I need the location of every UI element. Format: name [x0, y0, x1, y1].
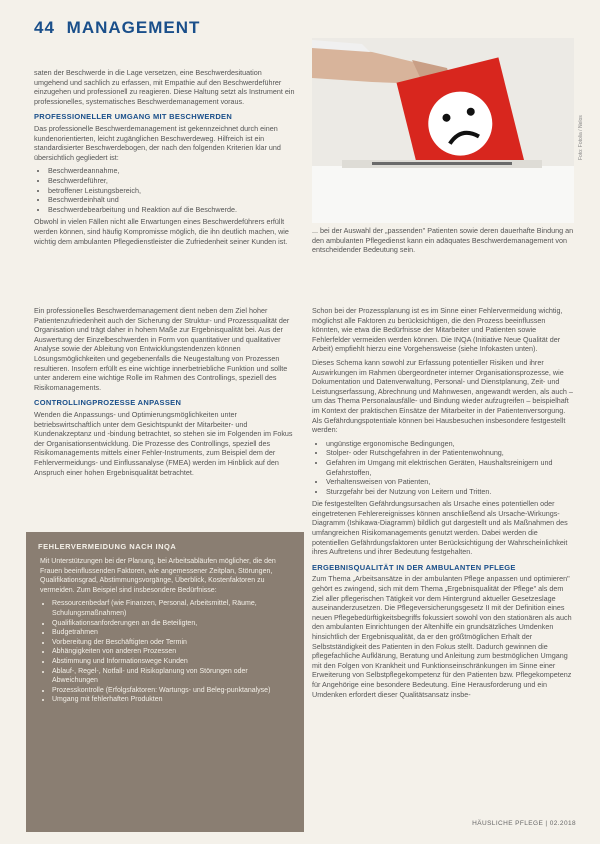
info-box-list: [26, 599, 304, 705]
paragraph: Obwohl in vielen Fällen nicht alle Erwartungen eines Beschwerdeführers erfüllt werden können, sind häufig Kompromisse möglich, die ihn deutlich machen, wie wichtig dem ambulanten Pflegedienstleister die Zufriedenheit seiner Kunden ist.: [34, 217, 289, 246]
ballot-box-photo: [312, 38, 574, 223]
paragraph: Schon bei der Prozessplanung ist es im Sinne einer Fehlervermeidung wichtig, möglichst alle Faktoren zu berücksichtigen, die den Prozess beeinflussen könnten, wie etwa die Bedürfnisse der Mitarbeiter und Patienten sowie Fehlerfelder vermeiden werden können. Die INQA (Initiative Neue Qualität der Arbeit) empfiehlt hierzu eine Vorgehensweise (siehe Infokasten unten).: [312, 306, 563, 354]
page-footer: HÄUSLICHE PFLEGE | 02.2018: [472, 820, 576, 827]
list-item: • Ressourcenbedarf (wie Finanzen, Personal, Arbeitsmittel, Räume, Schulungsmaßnahmen): [52, 599, 290, 618]
list-item: • Abhängigkeiten von anderen Prozessen: [52, 647, 290, 657]
list-item: • Sturzgefahr bei der Nutzung von Leitern und Tritten.: [326, 487, 574, 497]
list-item: • Beschwerdeführer,: [48, 176, 296, 186]
intro-paragraph: saten der Beschwerde in die Lage versetzen, eine Beschwerdesituation umgehend und sachlich zu erfassen, mit Empathie auf den Beschwerdeführer einzugehen und professionell zu reagieren. Diese Haltung setzt als Instrument ein professionelles, systematisches Beschwerdemanagement voraus.: [34, 68, 295, 106]
right-column: [312, 306, 574, 703]
list-item: • Qualifikationsanforderungen an die Beteiligten,: [52, 619, 290, 629]
list-item: • Verhaltensweisen von Patienten,: [326, 477, 574, 487]
list-item: • Beschwerdeannahme,: [48, 166, 296, 176]
list-item: • Abstimmung und Informationswege Kunden: [52, 657, 290, 667]
list-item: • ungünstige ergonomische Bedingungen,: [326, 439, 574, 449]
heading-controlling: CONTROLLINGPROZESSE ANPASSEN: [34, 398, 182, 408]
heading-outcome-quality: ERGEBNISQUALITÄT IN DER AMBULANTEN PFLEGE: [312, 562, 516, 572]
list-item: • Budgetrahmen: [52, 628, 290, 638]
paragraph: Ein professionelles Beschwerdemanagement dient neben dem Ziel hoher Patientenzufriedenheit auch der Sicherung der Struktur- und Prozessqualität der Organisation und trägt daher in hohem Maße zur Ergebnisqualität bei. Aus der Auswertung der Einzelbeschwerden in Form von quantitativer und qualitativer Analyse sowie der Ableitung von Entwicklungstendenzen können Lösungsmöglichkeiten und gegebenenfalls die Neugestaltung von Prozessen resultieren. Insofern erfüllt es eine wichtige innerbetriebliche Funktion und sollte unter anderem eine wichtige Rolle im Rahmen des Controllings, speziell des Risikomanagements.: [34, 306, 290, 392]
list-item: • Prozesskontrolle (Erfolgsfaktoren: Wartungs- und Beleg-punktanalyse): [52, 686, 290, 696]
list-item: • Vorbereitung der Beschäftigten oder Termin: [52, 638, 290, 648]
section-title: MANAGEMENT: [66, 18, 201, 37]
page-header: [34, 18, 200, 38]
paragraph: Die festgestellten Gefährdungsursachen als Ursache eines potentiellen oder eingetretenen Fehlerereignisses können anschließend als Ursache-Wirkungs-Diagramm (Ishikawa-Diagramm) bildlich gut dargestellt und als Maßnahmen des umfangreichen Risikomanagements genutzt werden. Dabei werden die potentiellen Gefährdungsfaktoren unter Berücksichtigung der Wahrscheinlichkeit ihres Auftretens und ihrer Bedeutung festgehalten.: [312, 499, 568, 557]
paragraph: Das professionelle Beschwerdemanagement ist gekennzeichnet durch einen kundenorientierten, leicht zugänglichen Beschwerdeweg. Hilfreich ist ein standardisierter Beschwerdebogen, der nach den folgenden Kriterien klar und übersichtlich gegliedert ist:: [34, 123, 281, 162]
list-item: • Ablauf-, Regel-, Notfall- und Risikoplanung von Störungen oder Abweichungen: [52, 667, 290, 686]
hazard-list: [312, 439, 574, 497]
ballot-box-illustration: [312, 38, 574, 223]
left-column-top: [34, 68, 296, 250]
list-item: • Beschwerdeinhalt und: [48, 195, 296, 205]
photo-caption: ... bei der Auswahl der „passenden" Patienten sowie deren dauerhafte Bindung an den ambulanten Pflegedienst kann ein adäquates Beschwerdemanagement von entscheidender Bedeutung sein.: [312, 226, 574, 255]
paragraph: Wenden die Anpassungs- und Optimierungsmöglichkeiten unter betriebswirtschaftlich unter dem Gesichtspunkt der Mitarbeiter- und Kundenakzeptanz und -bindung betrachtet, so stehen sie im Folgenden im Fokus der Organisationsentwicklung. Die Prozesse des Controllings, speziell des Risikomanagements mittels einer Fehler-Instruments, zum Beispiel dem der Fehlervermeidungs- und Einflussanalyse (FMEA) werden im Hinblick auf den Anspruch einer hohen Ergebnisqualität betrachtet.: [34, 409, 293, 477]
left-column-middle: [34, 306, 296, 481]
list-item: • Beschwerdebearbeitung und Reaktion auf die Beschwerde.: [48, 205, 296, 215]
list-item: • Stolper- oder Rutschgefahren in der Patientenwohnung,: [326, 448, 574, 458]
paragraph: Dieses Schema kann sowohl zur Erfassung potentieller Risiken und ihrer Auswirkungen im Rahmen übergeordneter interner Organisationsprozesse, wie Dokumentation und Datenverwaltung, Personal- und Dienstplanung, Zeit- und Leistungserfassung, Abrechnung und Mahnwesen, angewandt werden, als auch – um das Thema Personalausfälle- und Bindung wieder aufzugreifen – beispielhaft im Kontext der praktischen Einsätze der Mitarbeiter in der Patientenversorgung. Als Gefährdungspotentiale können bei Hausbesuchen insbesondere festgestellt werden:: [312, 357, 573, 435]
list-item: • Gefahren im Umgang mit elektrischen Geräten, Haushaltsreinigern und Gefahrstoffen,: [326, 458, 574, 477]
info-box-intro: Mit Unterstützungen bei der Planung, bei Arbeitsabläufen möglicher, die den Frauen beeinflussenden Faktoren, wie angemessener Zeitplan, Störungen, Qualifikationsgrad, Abstimmungsvorgänge, Überblick, Kostenfaktoren zu vermeiden. Zum Beispiel sind insbesondere Bedürfnisse:: [40, 558, 276, 594]
info-box-title: FEHLERVERMEIDUNG NACH INQA: [38, 542, 177, 551]
heading-professional-handling: PROFESSIONELLER UMGANG MIT BESCHWERDEN: [34, 112, 233, 122]
photo-credit: Foto: Fotolia / Nelos: [578, 115, 584, 160]
paragraph: Zum Thema „Arbeitsansätze in der ambulanten Pflege anpassen und optimieren" gehört es zwingend, sich mit dem Thema „Ergebnisqualität der Pflege" als dem Ziel aller pflegerischen Tätigkeit vor dem Hintergrund aktueller Gesetzeslage auseinanderzusetzen. Die Pflegeversicherungsgesetz II mit der Definition eines neuen Pflegebedürftigkeitsbegriffs fokussiert sowohl von den stationären als auch den ambulanten Einrichtungen der Altenhilfe ein grundsätzliches Umdenken hinsichtlich der Ergebnisqualität, da er den größtmöglichen Erhalt der Selbstständigkeit des Patienten in den Fokus stellt. Dadurch gewinnen die pflegefachliche Aufklärung, Beratung und Anleitung zum bestmöglichen Umgang mit den Folgen von Krankheit und Funktionseinschränkungen im Sinne einer Erweiterung von Selbstpflegekompetenz für den Patienten bzw. Pflegekompetenz für Angehörige eine besondere Bedeutung. Eine Herausforderung und ein Umdenken erfordert dieser Qualitätsansatz insbe-: [312, 574, 572, 699]
page-number: 44: [34, 18, 55, 37]
list-item: • Umgang mit fehlerhaften Produkten: [52, 695, 290, 705]
criteria-list: [34, 166, 296, 214]
list-item: • betroffener Leistungsbereich,: [48, 186, 296, 196]
info-box: [26, 532, 304, 832]
